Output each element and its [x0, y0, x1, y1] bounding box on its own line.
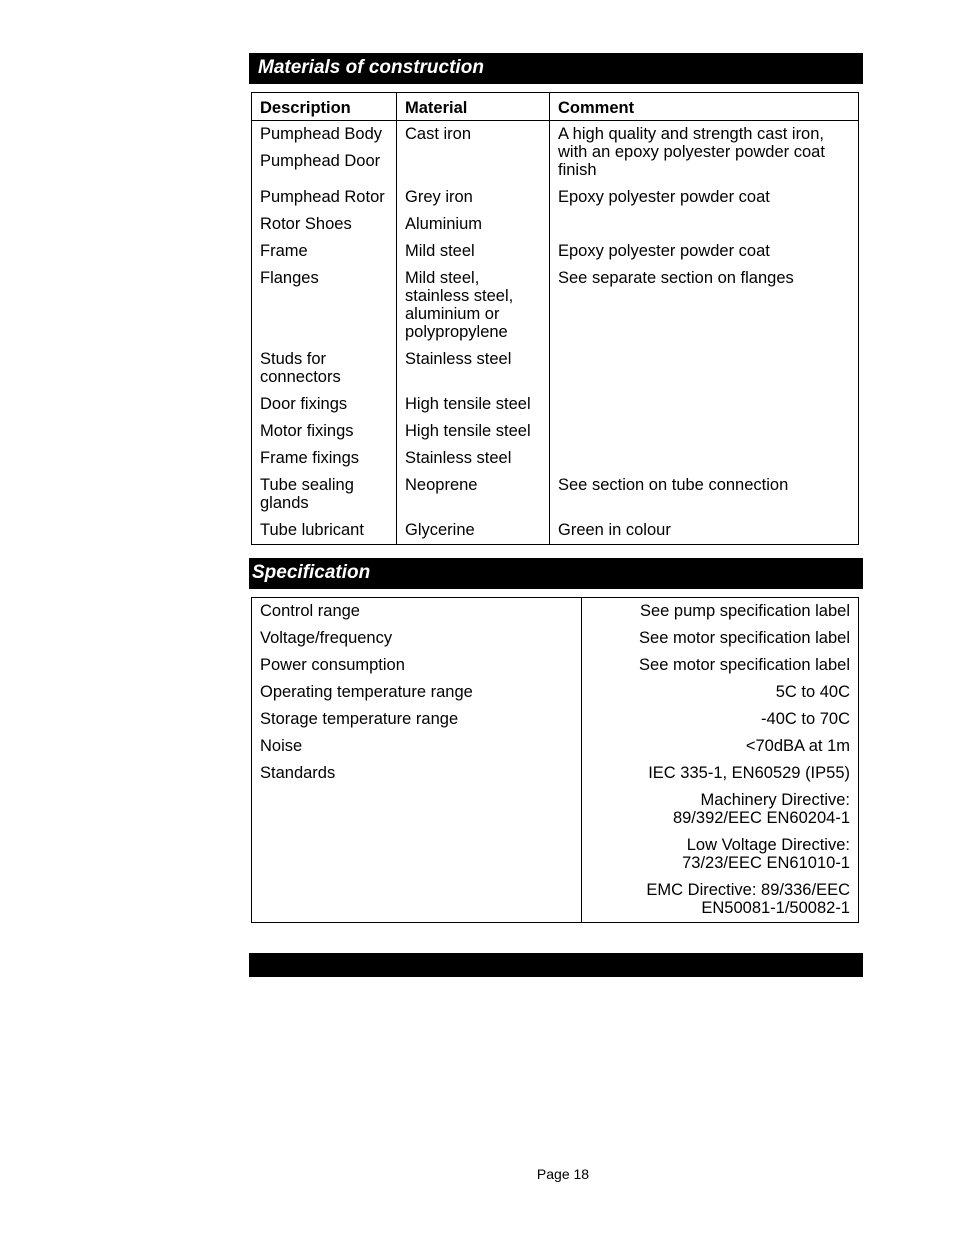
- comment-cell: [550, 391, 859, 418]
- spec-label: Power consumption: [252, 652, 582, 679]
- table-row: [252, 445, 859, 472]
- description-cell: Frame fixings: [252, 445, 397, 472]
- material-cell: High tensile steel: [397, 391, 550, 418]
- spec-value: <70dBA at 1m: [582, 733, 859, 760]
- standard-entry: Machinery Directive: 89/392/EEC EN60204-1: [672, 791, 850, 827]
- header-material: Material: [397, 93, 550, 121]
- description-cell: Tube lubricant: [252, 517, 397, 545]
- page-number: Page 18: [536, 1166, 590, 1182]
- comment-cell: [550, 346, 859, 391]
- specification-section-title: Specification: [252, 562, 371, 583]
- spec-value: See motor specification label: [582, 652, 859, 679]
- materials-header-row: [252, 93, 859, 121]
- material-cell: High tensile steel: [397, 418, 550, 445]
- spec-value: 5C to 40C: [582, 679, 859, 706]
- description-cell: Studs for connectors: [252, 346, 397, 391]
- spec-row: [252, 625, 859, 652]
- spec-row: [252, 706, 859, 733]
- spec-label: Control range: [252, 598, 582, 626]
- header-comment: Comment: [550, 93, 859, 121]
- standard-entry: IEC 335-1, EN60529 (IP55): [648, 764, 850, 782]
- spec-value: See pump specification label: [582, 598, 859, 626]
- comment-cell: Epoxy polyester powder coat: [550, 238, 859, 265]
- table-row: [252, 265, 859, 346]
- empty-section-header: [249, 953, 863, 977]
- description-cell: [252, 121, 397, 185]
- standards-values: [582, 760, 859, 923]
- description-cell: Motor fixings: [252, 418, 397, 445]
- spec-row: [252, 760, 859, 923]
- description-text: Pumphead Body: [260, 125, 383, 143]
- comment-cell: See separate section on flanges: [550, 265, 859, 346]
- material-cell: Mild steel, stainless steel, aluminium or polypropylene: [397, 265, 550, 346]
- material-cell: Aluminium: [397, 211, 550, 238]
- table-row: [252, 346, 859, 391]
- description-cell: Pumphead Rotor: [252, 184, 397, 211]
- table-row: [252, 472, 859, 517]
- materials-section-title: Materials of construction: [258, 57, 484, 78]
- material-cell: Grey iron: [397, 184, 550, 211]
- comment-cell: [550, 211, 859, 238]
- standard-entry: Low Voltage Directive: 73/23/EEC EN61010-1: [682, 836, 850, 872]
- description-text: Pumphead Door: [260, 152, 381, 170]
- table-row: [252, 184, 859, 211]
- materials-table: [251, 92, 859, 545]
- comment-cell: Green in colour: [550, 517, 859, 545]
- materials-section-header: [249, 53, 863, 84]
- comment-cell: See section on tube connection: [550, 472, 859, 517]
- table-row: [252, 517, 859, 545]
- comment-cell: [550, 445, 859, 472]
- description-cell: Flanges: [252, 265, 397, 346]
- table-row: [252, 211, 859, 238]
- spec-row: [252, 652, 859, 679]
- spec-value: -40C to 70C: [582, 706, 859, 733]
- spec-value: See motor specification label: [582, 625, 859, 652]
- spec-row: [252, 598, 859, 626]
- material-cell: Cast iron: [397, 121, 550, 185]
- table-row: [252, 418, 859, 445]
- spec-label: Standards: [252, 760, 582, 923]
- description-cell: Door fixings: [252, 391, 397, 418]
- comment-cell: [550, 418, 859, 445]
- spec-label: Voltage/frequency: [252, 625, 582, 652]
- table-row: [252, 391, 859, 418]
- table-row: [252, 121, 859, 185]
- description-cell: Tube sealing glands: [252, 472, 397, 517]
- comment-cell: A high quality and strength cast iron, with an epoxy polyester powder coat finish: [550, 121, 859, 185]
- header-description: Description: [252, 93, 397, 121]
- material-cell: Stainless steel: [397, 445, 550, 472]
- description-cell: Rotor Shoes: [252, 211, 397, 238]
- specification-table: [251, 597, 859, 923]
- specification-section-header: [249, 558, 863, 589]
- spec-label: Storage temperature range: [252, 706, 582, 733]
- spec-label: Operating temperature range: [252, 679, 582, 706]
- spec-row: [252, 679, 859, 706]
- description-cell: Frame: [252, 238, 397, 265]
- material-cell: Stainless steel: [397, 346, 550, 391]
- standard-entry: EMC Directive: 89/336/EEC EN50081-1/50082-1: [646, 881, 850, 917]
- material-cell: Mild steel: [397, 238, 550, 265]
- spec-label: Noise: [252, 733, 582, 760]
- material-cell: Glycerine: [397, 517, 550, 545]
- material-cell: Neoprene: [397, 472, 550, 517]
- comment-cell: Epoxy polyester powder coat: [550, 184, 859, 211]
- table-row: [252, 238, 859, 265]
- spec-row: [252, 733, 859, 760]
